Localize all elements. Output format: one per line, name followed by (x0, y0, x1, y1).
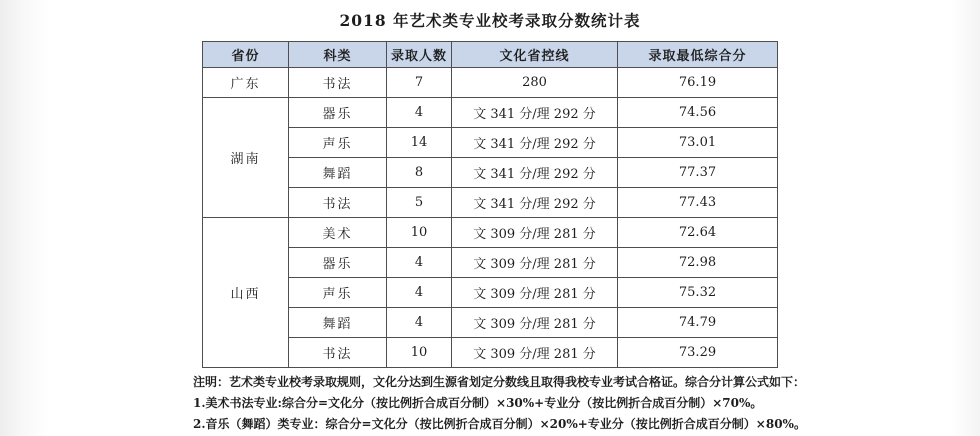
table-row (203, 308, 778, 338)
admitted-cell: 7 (387, 68, 452, 98)
page-right-shadow (950, 0, 980, 436)
notes (193, 372, 833, 435)
admitted-cell: 10 (387, 218, 452, 248)
admitted-cell: 8 (387, 158, 452, 188)
admitted-cell: 4 (387, 308, 452, 338)
note-intro: 注明：艺术类专业校考录取规则，文化分达到生源省划定分数线且取得我校专业考试合格证。综合分计算公式如下： (193, 375, 806, 389)
admitted-cell: 5 (387, 188, 452, 218)
min-score-cell: 72.64 (618, 218, 778, 248)
admitted-cell: 10 (387, 338, 452, 368)
subject-cell: 舞蹈 (289, 308, 387, 338)
cutoff-cell: 文 341 分/理 292 分 (452, 98, 618, 128)
subject-cell: 器乐 (289, 98, 387, 128)
table-row (203, 218, 778, 248)
admitted-cell: 4 (387, 98, 452, 128)
min-score-cell: 73.01 (618, 128, 778, 158)
subject-cell: 声乐 (289, 128, 387, 158)
table-header (203, 42, 778, 68)
header-subject: 科类 (289, 42, 387, 68)
min-score-cell: 75.32 (618, 278, 778, 308)
subject-cell: 书法 (289, 338, 387, 368)
table-row (203, 248, 778, 278)
cutoff-cell: 文 341 分/理 292 分 (452, 188, 618, 218)
subject-cell: 书法 (289, 68, 387, 98)
cutoff-cell: 文 341 分/理 292 分 (452, 158, 618, 188)
cutoff-cell: 280 (452, 68, 618, 98)
table-row (203, 278, 778, 308)
page-title: 2018 年艺术类专业校考录取分数统计表 (339, 11, 641, 30)
table-row (203, 98, 778, 128)
min-score-cell: 74.56 (618, 98, 778, 128)
min-score-cell: 76.19 (618, 68, 778, 98)
province-cell-shanxi: 山西 (203, 218, 289, 368)
table-row (203, 338, 778, 368)
province-cell-hunan: 湖南 (203, 98, 289, 218)
table-body (203, 68, 778, 368)
cutoff-cell: 文 341 分/理 292 分 (452, 128, 618, 158)
admitted-cell: 4 (387, 278, 452, 308)
cutoff-cell: 文 309 分/理 281 分 (452, 338, 618, 368)
min-score-cell: 77.43 (618, 188, 778, 218)
table-row (203, 158, 778, 188)
min-score-cell: 77.37 (618, 158, 778, 188)
page-left-shadow (0, 0, 50, 436)
admissions-score-table (202, 41, 778, 368)
min-score-cell: 72.98 (618, 248, 778, 278)
cutoff-cell: 文 309 分/理 281 分 (452, 308, 618, 338)
min-score-cell: 73.29 (618, 338, 778, 368)
cutoff-cell: 文 309 分/理 281 分 (452, 248, 618, 278)
header-province: 省份 (203, 42, 289, 68)
subject-cell: 器乐 (289, 248, 387, 278)
subject-cell: 声乐 (289, 278, 387, 308)
header-min-score: 录取最低综合分 (618, 42, 778, 68)
table-row (203, 188, 778, 218)
note-formula-art-calligraphy: 1.美术书法专业:综合分=文化分（按比例折合成百分制）×30%+专业分（按比例折合成百分制）×70%。 (193, 396, 763, 410)
table-row (203, 128, 778, 158)
table-header-row (203, 42, 778, 68)
cutoff-cell: 文 309 分/理 281 分 (452, 218, 618, 248)
table-row (203, 68, 778, 98)
subject-cell: 书法 (289, 188, 387, 218)
cutoff-cell: 文 309 分/理 281 分 (452, 278, 618, 308)
header-admitted: 录取人数 (387, 42, 452, 68)
subject-cell: 美术 (289, 218, 387, 248)
subject-cell: 舞蹈 (289, 158, 387, 188)
note-formula-music-dance: 2.音乐（舞蹈）类专业：综合分=文化分（按比例折合成百分制）×20%+专业分（按比例折合成百分制）×80%。 (193, 417, 806, 431)
province-cell-guangdong: 广东 (203, 68, 289, 98)
header-cutoff: 文化省控线 (452, 42, 618, 68)
admitted-cell: 4 (387, 248, 452, 278)
admitted-cell: 14 (387, 128, 452, 158)
min-score-cell: 74.79 (618, 308, 778, 338)
